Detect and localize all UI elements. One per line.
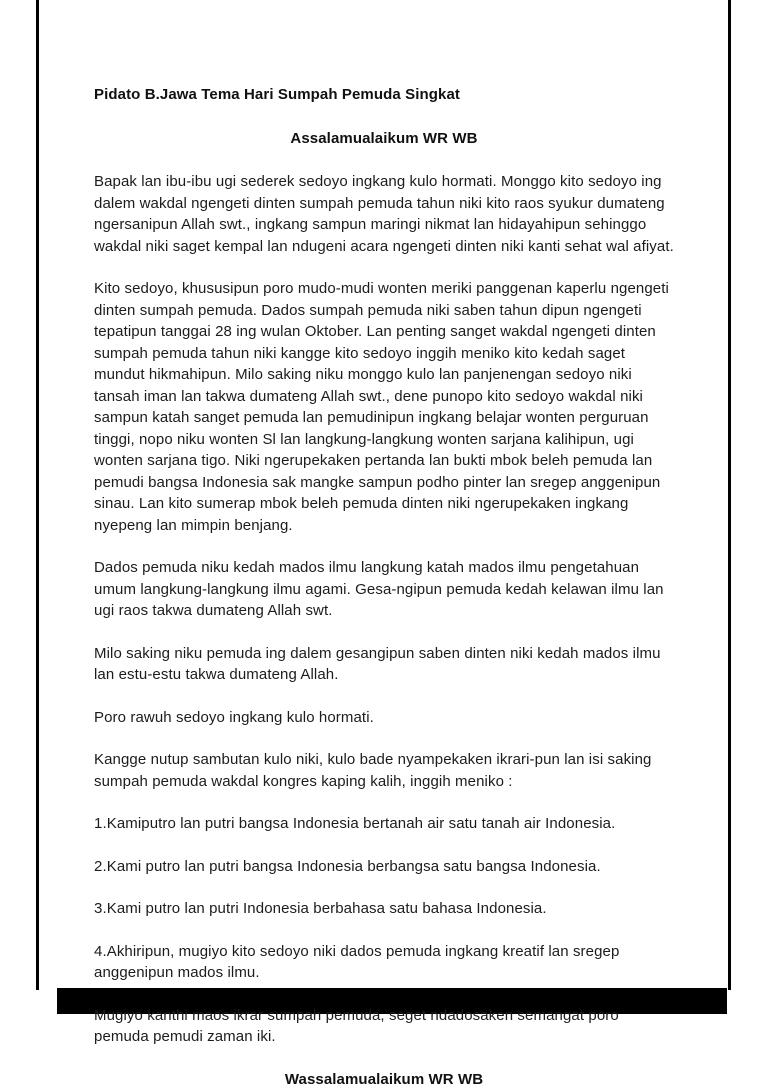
pledge-item: 1.Kamiputro lan putri bangsa Indonesia bertanah air satu tanah air Indonesia. — [94, 813, 674, 835]
paragraph: Kito sedoyo, khususipun poro mudo-mudi wonten meriki panggenan kaperlu ngengeti dinten sumpah pemuda. Dados sumpah pemuda niki saben tahun dipun ngengeti tepatipun tanggai 28 ing wulan Oktober. Lan penting sanget wakdal ngengeti dinten sumpah pemuda tahun niki kangge kito sedoyo inggih meniko kito kedah saget mundut hikmahipun. Milo saking niku monggo kulo lan panjenengan sedoyo niki tansah iman lan takwa dumateng Allah swt., dene punopo kito sedoyo wakdal niki sampun katah sanget pemuda lan pemudinipun ingkang belajar wonten perguruan tinggi, nopo niku wonten Sl lan langkung-langkung wonten sarjana kalihipun, ugi wonten sarjana tigo. Niki ngerupekaken pertanda lan bukti mbok beleh pemuda lan pemudi bangsa Indonesia sak mangke sampun podho pinter lan sregep anggenipun sinau. Lan kito sumerap mbok beleh pemuda dinten niki ngerupekaken ingkang nyepeng lan mimpin benjang. — [94, 278, 674, 536]
pledge-item: 2.Kami putro lan putri bangsa Indonesia berbangsa satu bangsa Indonesia. — [94, 856, 674, 878]
paragraph: Bapak lan ibu-ibu ugi sederek sedoyo ingkang kulo hormati. Monggo kito sedoyo ing dalem wakdal ngengeti dinten sumpah pemuda tahun niki kito raos syukur dumateng ngersanipun Allah swt., ingkang sampun maringi nikmat lan hidayahipun sehinggo wakdal niki saget kempal lan ndugeni acara ngengeti dinten niki kanti sehat wal afiyat. — [94, 171, 674, 257]
paragraph: Poro rawuh sedoyo ingkang kulo hormati. — [94, 707, 674, 729]
pledge-item: 3.Kami putro lan putri Indonesia berbahasa satu bahasa Indonesia. — [94, 898, 674, 920]
paragraph: Dados pemuda niku kedah mados ilmu langkung katah mados ilmu pengetahuan umum langkung-langkung ilmu agami. Gesa-ngipun pemuda kedah kelawan ilmu lan ugi raos takwa dumateng Allah swt. — [94, 557, 674, 622]
scan-border-left — [36, 0, 39, 990]
page-title: Pidato B.Jawa Tema Hari Sumpah Pemuda Singkat — [94, 84, 674, 106]
document-page — [94, 84, 674, 1090]
closing-salutation: Wassalamualaikum WR WB — [94, 1069, 674, 1090]
opening-salutation: Assalamualaikum WR WB — [94, 128, 674, 150]
paragraph: Milo saking niku pemuda ing dalem gesangipun saben dinten niki kedah mados ilmu lan estu-estu takwa dumateng Allah. — [94, 643, 674, 686]
final-paragraph: Mugiyo kanthi maos ikrar sumpah pemuda, seget ndadosaken semangat poro pemuda pemudi zaman iki. — [94, 1005, 674, 1048]
pledge-item: 4.Akhiripun, mugiyo kito sedoyo niki dados pemuda ingkang kreatif lan sregep anggenipun mados ilmu. — [94, 941, 674, 984]
paragraph: Kangge nutup sambutan kulo niki, kulo bade nyampekaken ikrari-pun lan isi saking sumpah pemuda wakdal kongres kaping kalih, inggih meniko : — [94, 749, 674, 792]
scan-border-right — [728, 0, 731, 990]
